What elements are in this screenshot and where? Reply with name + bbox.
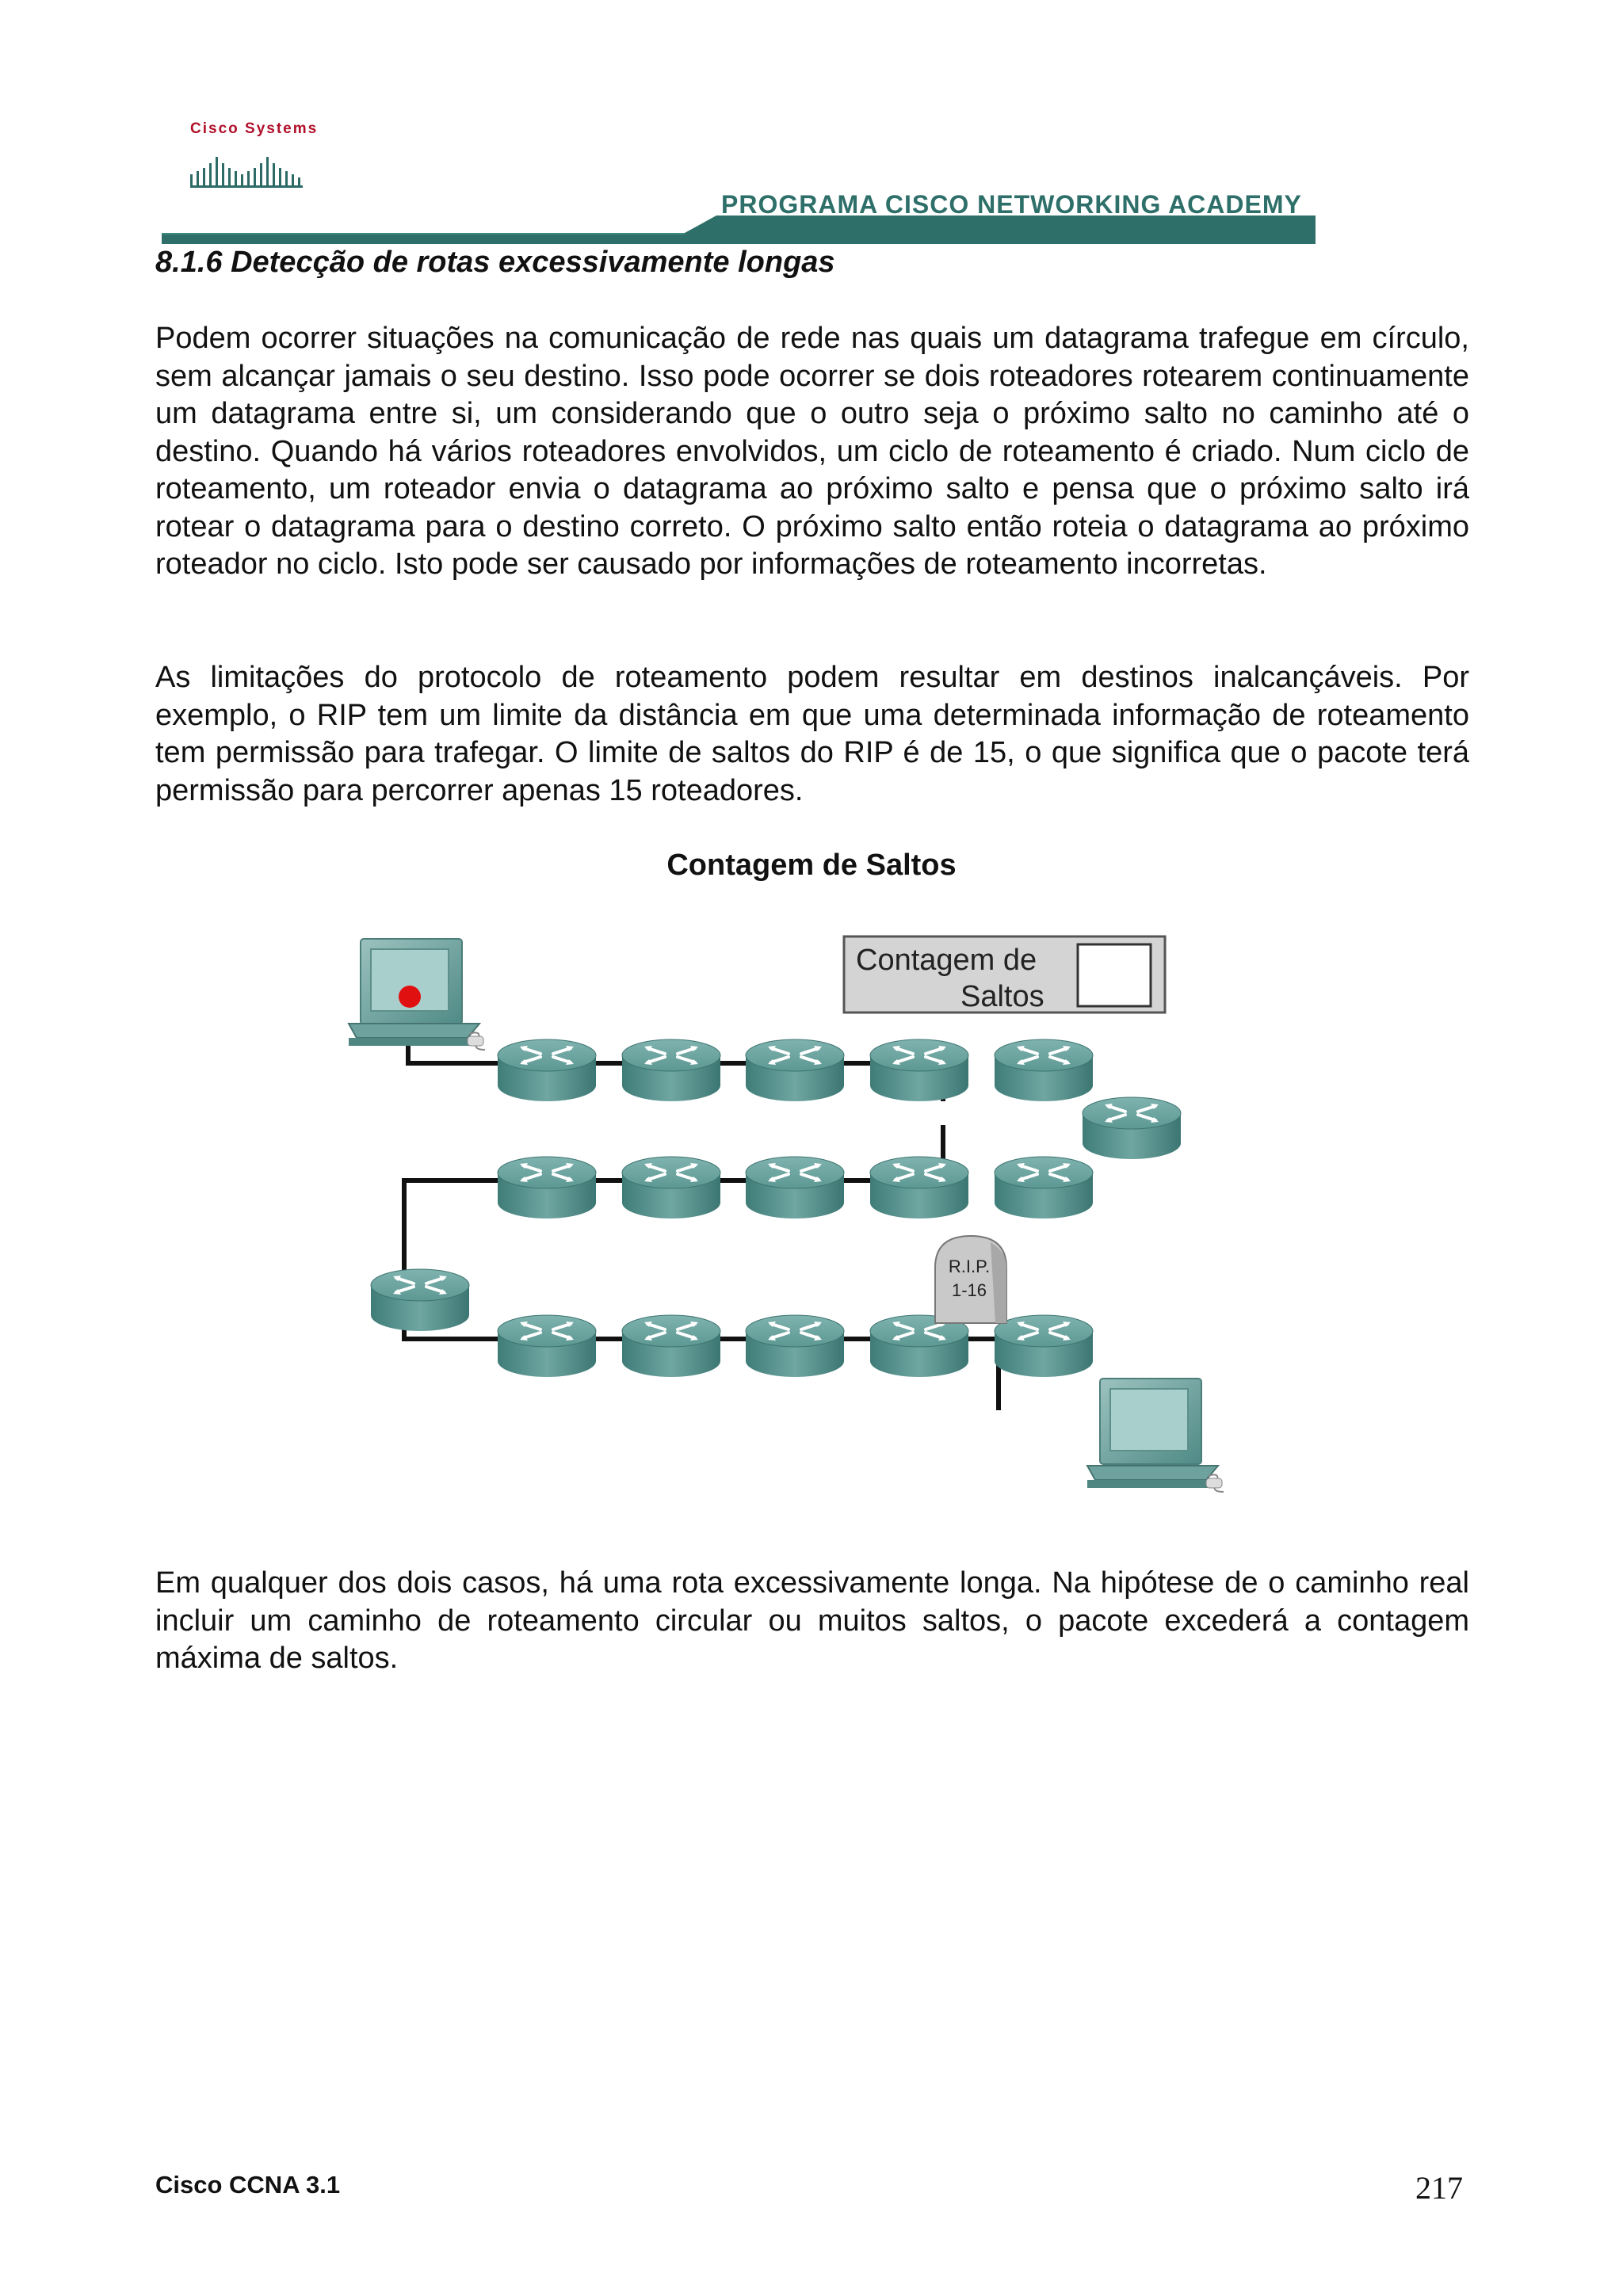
router-icon	[371, 1269, 469, 1331]
router-row-1	[498, 1039, 1093, 1101]
router-icon	[498, 1315, 596, 1377]
paragraph-1: Podem ocorrer situações na comunicação de rede nas quais um datagrama trafegue em círculo, sem alcançar jamais o seu destino. Isso pode ocorrer se dois roteadores rotearem continuamente um datagrama entre si, um considerando que o outro seja o próximo salto no caminho até o destino. Quando há vários roteadores envolvidos, um ciclo de roteamento é criado. Num ciclo de roteamento, um roteador envia o datagrama ao próximo salto e pensa que o próximo salto irá rotear o datagrama para o destino correto. O próximo salto então roteia o datagrama ao próximo roteador no ciclo. Isto pode ser causado por informações de roteamento incorretas.	[155, 322, 1469, 581]
router-icon	[746, 1315, 844, 1377]
router-icon	[995, 1157, 1093, 1219]
packet-dot	[399, 986, 421, 1008]
hop-count-box	[844, 936, 1165, 1013]
router-icon	[746, 1157, 844, 1219]
router-icon	[995, 1039, 1093, 1101]
tombstone-line-2: 1-16	[951, 1280, 987, 1300]
footer-course: Cisco CCNA 3.1	[155, 2171, 341, 2199]
academy-title: PROGRAMA CISCO NETWORKING ACADEMY	[721, 190, 1302, 219]
paragraph-3: Em qualquer dos dois casos, há uma rota excessivamente longa. Na hipótese de o caminho real incluir um caminho de roteamento circular ou muitos saltos, o pacote excederá a contagem máxima de saltos.	[155, 1566, 1469, 1675]
router-icon	[622, 1157, 720, 1219]
section-title: 8.1.6 Detecção de rotas excessivamente longas	[155, 246, 835, 279]
router-icon	[622, 1315, 720, 1377]
cisco-logo-text: Cisco Systems	[190, 120, 319, 137]
router-icon	[622, 1039, 720, 1101]
router-row-2	[498, 1157, 1093, 1219]
router-icon	[498, 1039, 596, 1101]
paragraph-2: As limitações do protocolo de roteamento podem resultar em destinos inalcançáveis. Por exemplo, o RIP tem um limite da distância em que uma determinada informação de roteamento tem permissão para trafegar. O limite de saltos do RIP é de 15, o que significa que o pacote terá permissão para percorrer apenas 15 roteadores.	[155, 661, 1469, 807]
router-icon	[995, 1315, 1093, 1377]
hop-count-diagram	[333, 919, 1284, 1521]
hop-count-label-1: Contagem de	[856, 944, 1037, 977]
tombstone-line-1: R.I.P.	[948, 1257, 991, 1276]
router-icon	[870, 1157, 968, 1219]
router-row-3	[498, 1315, 1093, 1377]
hop-count-value-field	[1078, 944, 1151, 1006]
tombstone-icon	[935, 1236, 1006, 1323]
router-icon	[746, 1039, 844, 1101]
figure-caption: Contagem de Saltos	[666, 849, 957, 882]
page-number: 217	[1415, 2170, 1463, 2206]
router-icon	[870, 1315, 968, 1377]
cisco-bridge-icon	[189, 119, 323, 190]
router-icon	[870, 1039, 968, 1101]
hop-count-label-2: Saltos	[960, 980, 1044, 1013]
destination-pc-icon	[1087, 1379, 1224, 1492]
router-icon	[1083, 1097, 1181, 1159]
cisco-systems-logo	[189, 119, 323, 190]
router-icon	[498, 1157, 596, 1219]
